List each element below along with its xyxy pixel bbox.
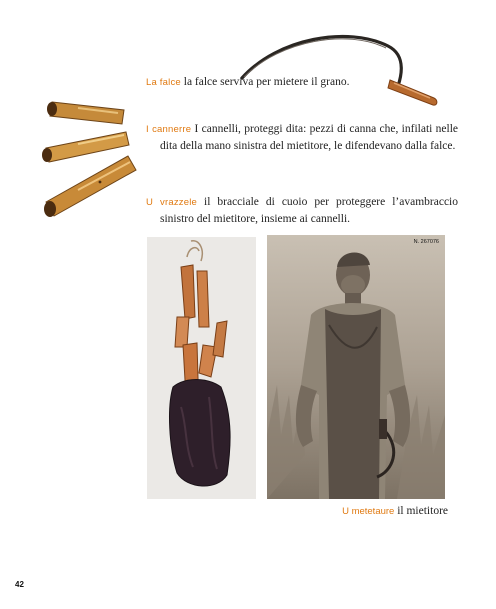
bracciale-photo	[147, 237, 256, 499]
entry-vrazzele	[146, 194, 458, 227]
entry-falce	[146, 74, 444, 91]
sickle-illustration	[238, 28, 444, 110]
caption-term: U metetaure	[342, 506, 395, 517]
mietitore-photo	[267, 235, 445, 499]
entry-text: la falce serviva per mietere il grano.	[180, 76, 350, 88]
page-number: 42	[15, 580, 24, 589]
photo-code: N. 267076	[413, 239, 439, 245]
entry-text: il bracciale di cuoio per proteggere l’avambraccio sinistro del mietitore, insieme ai cannelli.	[160, 196, 458, 225]
entry-cannerre	[146, 121, 458, 154]
caption-text: il mietitore	[394, 505, 448, 517]
entry-term: La falce	[146, 77, 181, 88]
photo-caption	[330, 505, 448, 517]
entry-text: I cannelli, proteggi dita: pezzi di canna che, infilati nelle dita della mano sinistra del mietitore, le difendevano dalla falce.	[160, 123, 458, 152]
entry-term: I cannerre	[146, 124, 192, 135]
cannelli-illustration	[38, 90, 138, 225]
entry-term: U vrazzele	[146, 197, 197, 208]
